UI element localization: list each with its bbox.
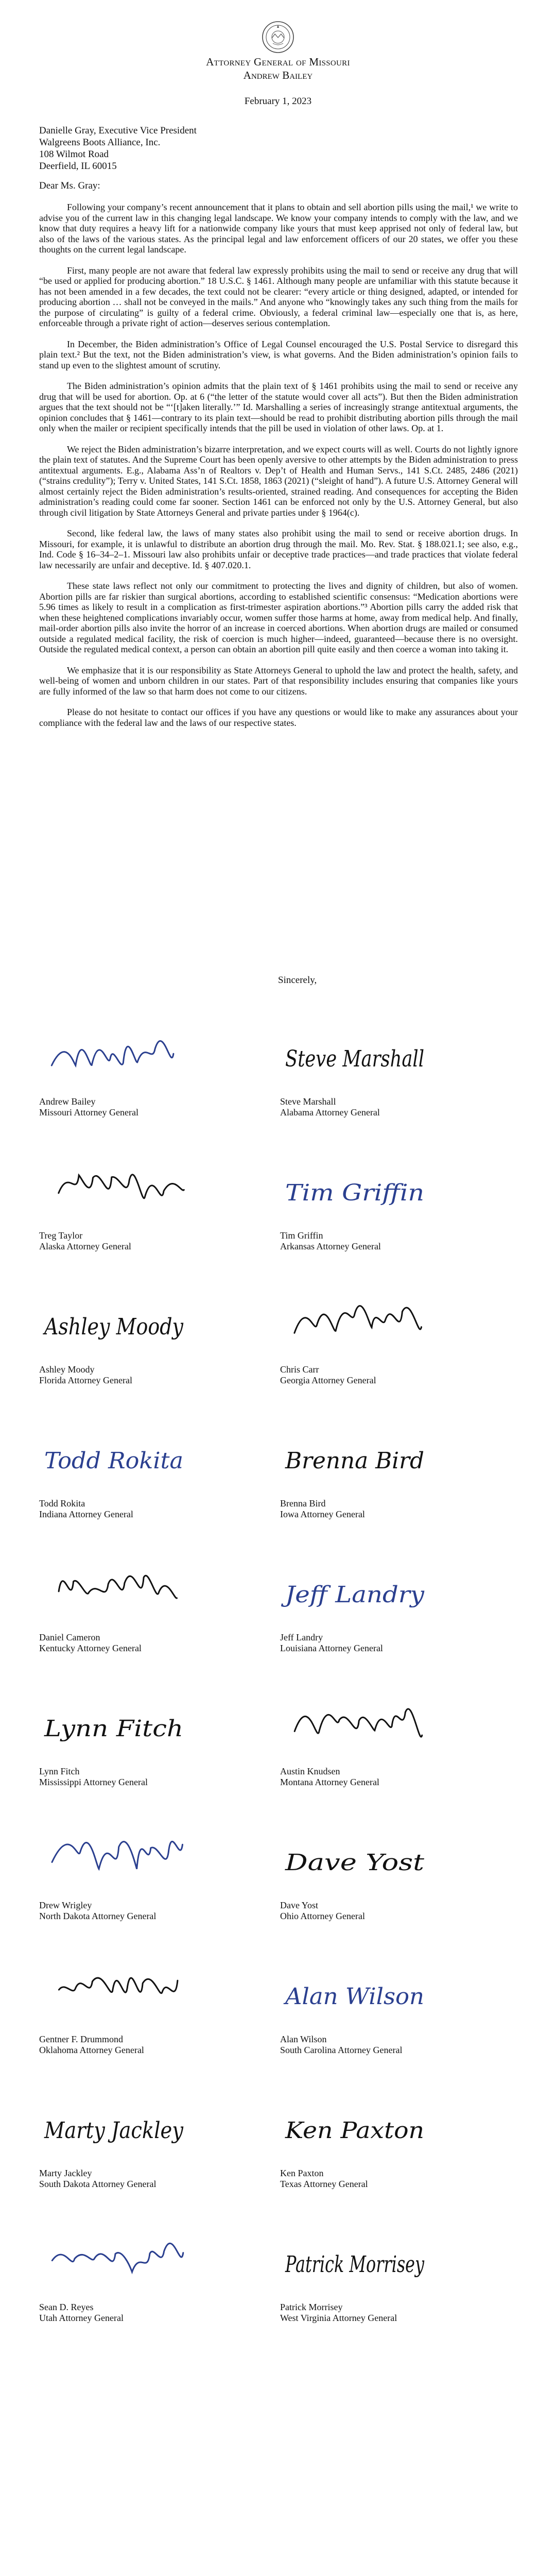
- signature-row: [39, 1278, 518, 1412]
- signatory-title: Indiana Attorney General: [39, 1509, 133, 1519]
- signature-block: [39, 1412, 277, 1546]
- signature-script-text: Lynn Fitch: [43, 1716, 183, 1742]
- signature-block: [39, 1680, 277, 1814]
- signatory-name: Brenna Bird: [280, 1498, 326, 1509]
- signatory-name: Drew Wrigley: [39, 1900, 92, 1910]
- handwritten-signature: [280, 1144, 429, 1221]
- signature-block: [280, 1546, 518, 1680]
- handwritten-signature: [39, 1680, 188, 1757]
- signatory-name: Sean D. Reyes: [39, 2302, 94, 2312]
- letter-date: February 1, 2023: [244, 96, 312, 107]
- handwritten-signature: [39, 2081, 188, 2159]
- signature-row: [39, 1546, 518, 1680]
- signatory-title: Florida Attorney General: [39, 1375, 132, 1385]
- signature-block: [280, 1680, 518, 1814]
- signature-script-text: Marty Jackley: [44, 2117, 184, 2144]
- body-paragraph: These state laws reflect not only our commitment to protecting the lives and dignity of children, but also of women. Abortion pills are far riskier than surgical abortions, according to established scientific consensus: “Medication abortions were 5.96 times as likely to result in a complication as first-trimester aspiration abortions.”³ Abortion pills carry the added risk that when these heightened complications invariably occur, women suffer those harms at home, away from medical help. And finally, mail-order abortion pills also invite the horror of an increase in coerced abortions. When abortion drugs are mailed or consumed outside a regulated medical facility, the risk of coercion is much higher—indeed, guaranteed—because there is no oversight. Outside the regulated medical context, a person can obtain an abortion pill quite easily and then coerce a woman into taking it.: [39, 581, 518, 654]
- handwritten-signature: [39, 1412, 188, 1489]
- signature-stroke: [52, 2243, 183, 2272]
- signatory-title: Georgia Attorney General: [280, 1375, 376, 1385]
- signature-stroke: [59, 1175, 184, 1198]
- signature-script-text: Alan Wilson: [283, 1984, 424, 2010]
- signatory-title: Mississippi Attorney General: [39, 1777, 148, 1787]
- recipient-street: 108 Wilmot Road: [39, 149, 109, 160]
- signatory-name: Daniel Cameron: [39, 1632, 100, 1642]
- signatory-title: Arkansas Attorney General: [280, 1241, 381, 1251]
- salutation: Dear Ms. Gray:: [39, 180, 100, 191]
- signatory-name: Patrick Morrisey: [280, 2302, 343, 2312]
- signatory-name: Austin Knudsen: [280, 1766, 340, 1776]
- signature-stroke: [51, 1041, 173, 1065]
- signatory-title: Alabama Attorney General: [280, 1107, 380, 1117]
- handwritten-signature: [280, 1278, 429, 1355]
- body-paragraph: Following your company’s recent announcement that it plans to obtain and sell abortion pills using the mail,¹ we write to advise you of the current law in this changing legal landscape. We know your company intends to comply with the law, and we know that duty requires a heavy lift for a nationwide company like yours that must keep apprised not only of federal law, but also of the laws of the various states. As the principal legal and law enforcement officers of our 20 states, we offer you these thoughts on the current legal landscape.: [39, 202, 518, 255]
- letter-body: [39, 202, 518, 738]
- signature-script-text: Todd Rokita: [44, 1448, 183, 1474]
- signatory-title: Kentucky Attorney General: [39, 1643, 142, 1653]
- handwritten-signature: [39, 1144, 188, 1221]
- signature-script-text: Tim Griffin: [285, 1180, 424, 1206]
- signatory-title: Ohio Attorney General: [280, 1911, 365, 1921]
- signatory-title: Texas Attorney General: [280, 2179, 368, 2189]
- closing: Sincerely,: [278, 975, 317, 986]
- signatory-name: Chris Carr: [280, 1364, 319, 1375]
- signatory-title: Utah Attorney General: [39, 2313, 124, 2323]
- handwritten-signature: [280, 1546, 429, 1623]
- signature-stroke: [294, 1306, 422, 1333]
- handwritten-signature: [39, 1010, 188, 1087]
- body-paragraph: In December, the Biden administration’s Office of Legal Counsel encouraged the U.S. Postal Service to disregard this plain text.² But the text, not the Biden administration’s view, is what governs. And the Biden administration’s opinion fails to stand up even to the slightest amount of scrutiny.: [39, 338, 518, 370]
- recipient-city: Deerfield, IL 60015: [39, 161, 117, 172]
- signature-row: [39, 2081, 518, 2215]
- signature-row: [39, 1144, 518, 1278]
- handwritten-signature: [280, 1680, 429, 1757]
- signatory-name: Tim Griffin: [280, 1230, 323, 1241]
- body-paragraph: We emphasize that it is our responsibility as State Attorneys General to uphold the law and protect the health, safety, and well-being of women and unborn children in our states. Part of that responsibility includes ensuring that companies like yours are fully informed of the law so that harm does not come to our citizens.: [39, 665, 518, 697]
- body-paragraph: Second, like federal law, the laws of many states also prohibit using the mail to send or receive abortion drugs. In Missouri, for example, it is unlawful to distribute an abortion drug through the mail. Mo. Rev. Stat. § 188.021.1; see also, e.g., Ind. Code § 16–34–2–1. Missouri law also prohibits unfair or deceptive trade practices—and trade practices that violate federal law necessarily are unfair and deceptive. Id. § 407.020.1.: [39, 528, 518, 570]
- recipient-address: [39, 125, 197, 172]
- signatory-title: Oklahoma Attorney General: [39, 2045, 144, 2055]
- signature-stroke: [59, 1575, 177, 1598]
- signature-script-text: Brenna Bird: [285, 1448, 424, 1474]
- signature-block: [280, 1947, 518, 2081]
- handwritten-signature: [39, 1814, 188, 1891]
- signature-row: [39, 1412, 518, 1546]
- signatory-title: West Virginia Attorney General: [280, 2313, 397, 2323]
- signatory-name: Treg Taylor: [39, 1230, 83, 1241]
- body-paragraph: Please do not hesitate to contact our offices if you have any questions or would like to make any assurances about your compliance with the federal law and the laws of our respective states.: [39, 707, 518, 728]
- letterhead-name: Andrew Bailey: [243, 69, 313, 81]
- handwritten-signature: [39, 1947, 188, 2025]
- signatory-title: Alaska Attorney General: [39, 1241, 131, 1251]
- signature-script-text: Patrick Morrisey: [285, 2251, 425, 2278]
- signature-stroke: [52, 1841, 183, 1869]
- signatory-name: Todd Rokita: [39, 1498, 85, 1509]
- signatory-title: South Dakota Attorney General: [39, 2179, 157, 2189]
- signature-row: [39, 2215, 518, 2349]
- body-paragraph: The Biden administration’s opinion admits that the plain text of § 1461 prohibits using the mail to send or receive any drug that will be used for abortion. Op. at 6 (“the letter of the statute would cover all acts”). But then the Biden administration argues that the text should not be “‘[t]aken literally.’” Id. Marshalling a series of increasingly strange antitextual arguments, the opinion concludes that § 1461—contrary to its plain text—should be read to prohibit distributing abortion pills through the mail only when the mailer or recipient specifically intends that the pill be used in violation of other laws. Op. at 1.: [39, 381, 518, 433]
- signatory-name: Jeff Landry: [280, 1632, 323, 1642]
- signatory-name: Steve Marshall: [280, 1096, 336, 1107]
- handwritten-signature: [280, 1814, 429, 1891]
- handwritten-signature: [39, 1546, 188, 1623]
- signature-block: [280, 1010, 518, 1144]
- signature-block: [280, 1814, 518, 1947]
- signatory-title: South Carolina Attorney General: [280, 2045, 403, 2055]
- signature-block: [39, 1814, 277, 1947]
- handwritten-signature: [280, 1947, 429, 2025]
- signature-block: [280, 2081, 518, 2215]
- signatory-name: Andrew Bailey: [39, 1096, 96, 1107]
- signature-block: [39, 1010, 277, 1144]
- handwritten-signature: [280, 1010, 429, 1087]
- signature-block: [39, 1546, 277, 1680]
- signature-block: [280, 1144, 518, 1278]
- signature-script-text: Steve Marshall: [285, 1046, 424, 1072]
- recipient-name: Danielle Gray, Executive Vice President: [39, 125, 197, 136]
- signature-stroke: [294, 1709, 422, 1737]
- signatory-name: Ken Paxton: [280, 2168, 324, 2178]
- recipient-company: Walgreens Boots Alliance, Inc.: [39, 137, 161, 148]
- signature-grid: [39, 1010, 518, 2349]
- signature-script-text: Ashley Moody: [42, 1314, 184, 1340]
- body-paragraph: First, many people are not aware that federal law expressly prohibits using the mail to send or receive any drug that will “be used or applied for producing abortion.” 18 U.S.C. § 1461. Although many people are unfamiliar with this statute because it has not been amended in a few decades, the text could not be clearer: “every article or thing designed, adapted, or intended for producing abortion … shall not be conveyed in the mails.” And anyone who “knowingly takes any such thing from the mails for the purpose of circulating” is guilty of a federal crime. Obviously, a federal criminal law—especially one that is, as here, enforceable through a private right of action—deserves serious contemplation.: [39, 265, 518, 328]
- signatory-name: Lynn Fitch: [39, 1766, 80, 1776]
- signature-script-text: Dave Yost: [284, 1850, 425, 1876]
- signature-row: [39, 1010, 518, 1144]
- signature-block: [39, 1278, 277, 1412]
- signature-block: [39, 2081, 277, 2215]
- handwritten-signature: [280, 2081, 429, 2159]
- handwritten-signature: [280, 1412, 429, 1489]
- signatory-title: Iowa Attorney General: [280, 1509, 365, 1519]
- signatory-name: Ashley Moody: [39, 1364, 95, 1375]
- signatory-title: Montana Attorney General: [280, 1777, 379, 1787]
- state-seal-icon: [262, 21, 294, 54]
- handwritten-signature: [280, 2215, 429, 2293]
- signature-block: [39, 1144, 277, 1278]
- signature-block: [39, 2215, 277, 2349]
- signatory-title: Louisiana Attorney General: [280, 1643, 383, 1653]
- signature-row: [39, 1680, 518, 1814]
- signatory-title: Missouri Attorney General: [39, 1107, 138, 1117]
- signatory-name: Marty Jackley: [39, 2168, 92, 2178]
- signature-block: [280, 2215, 518, 2349]
- signature-row: [39, 1947, 518, 2081]
- signature-script-text: Jeff Landry: [281, 1582, 425, 1608]
- signature-block: [280, 1412, 518, 1546]
- signatory-name: Alan Wilson: [280, 2034, 327, 2044]
- signature-block: [39, 1947, 277, 2081]
- signatory-name: Dave Yost: [280, 1900, 319, 1910]
- letterhead-office: Attorney General of Missouri: [206, 56, 350, 68]
- handwritten-signature: [39, 2215, 188, 2293]
- signature-block: [280, 1278, 518, 1412]
- signatory-name: Gentner F. Drummond: [39, 2034, 124, 2044]
- body-paragraph: We reject the Biden administration’s bizarre interpretation, and we expect courts will as well. Courts do not lightly ignore the plain text of statutes. And the Supreme Court has been openly aversive to other attempts by the Biden administration to press antitextual arguments. E.g., Alabama Ass’n of Realtors v. Dep’t of Health and Human Servs., 141 S.Ct. 2485, 2486 (2021) (“strains credulity”); Terry v. United States, 141 S.Ct. 1858, 1863 (2021) (“sleight of hand”). A future U.S. Attorney General will almost certainly reject the Biden administration’s results-oriented, strained reading. And consequences for accepting the Biden administration’s reading could come far sooner. Section 1461 can be enforced not only by the U.S. Attorney General, but also through civil litigation by State Attorneys General and private parties under § 1964(c).: [39, 444, 518, 518]
- signatory-title: North Dakota Attorney General: [39, 1911, 157, 1921]
- signature-script-text: Ken Paxton: [284, 2117, 424, 2144]
- signature-row: [39, 1814, 518, 1947]
- signature-stroke: [59, 1978, 178, 1993]
- handwritten-signature: [39, 1278, 188, 1355]
